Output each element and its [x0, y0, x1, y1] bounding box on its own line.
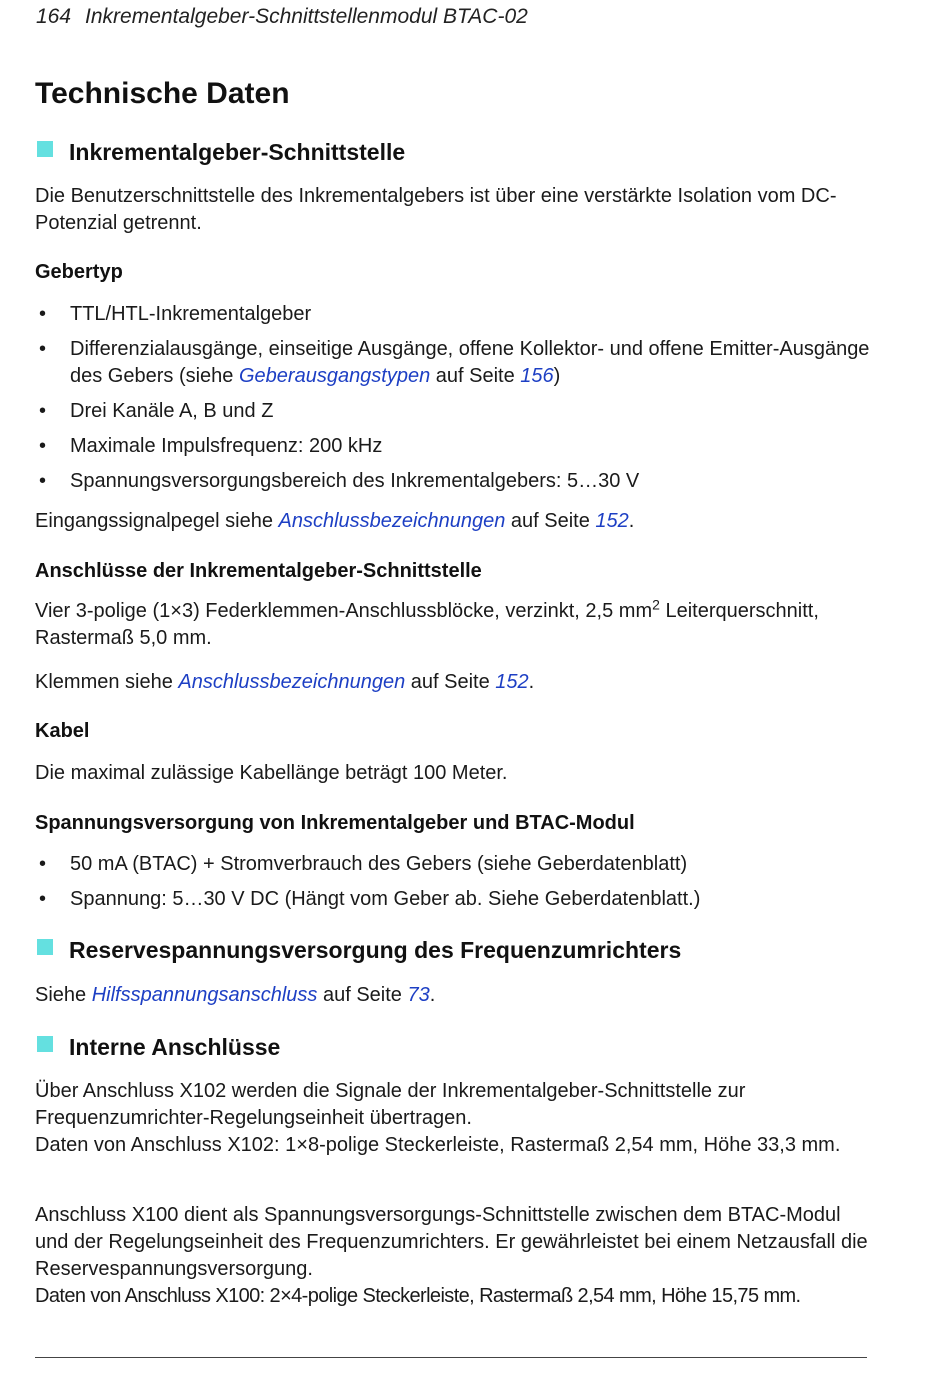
section-heading-text: Inkrementalgeber-Schnittstelle	[69, 139, 406, 165]
link-geberausgangstypen[interactable]: Geberausgangstypen	[238, 365, 431, 387]
section-heading-encoder-interface	[37, 139, 405, 166]
list-item: • Differenzialausgänge, einseitige Ausgänge, offene Kollektor- und offene Emitter-Ausgänge des Gebers (siehe Geberausgangstypen auf Seite 156)	[39, 338, 870, 387]
list-item: • Spannungsversorgungsbereich des Inkrementalgebers: 5…30 V	[39, 470, 640, 492]
section-heading-internal	[37, 1034, 280, 1061]
input-signal-paragraph: Eingangssignalpegel siehe Anschlussbezeichnungen auf Seite 152.	[35, 510, 635, 532]
terminals-paragraph: Klemmen siehe Anschlussbezeichnungen auf Seite 152.	[35, 671, 535, 693]
link-page-156[interactable]: 156	[520, 365, 554, 387]
list-item: • 50 mA (BTAC) + Stromverbrauch des Gebers (siehe Geberdatenblatt)	[39, 853, 688, 875]
subheading-cable: Kabel	[35, 720, 90, 742]
link-anschlussbezeichnungen[interactable]: Anschlussbezeichnungen	[278, 510, 506, 532]
subheading-supply: Spannungsversorgung von Inkrementalgeber und BTAC-Modul	[35, 812, 635, 834]
square-bullet-icon	[37, 1036, 53, 1052]
running-header	[36, 5, 528, 29]
link-hilfsspannungsanschluss[interactable]: Hilfsspannungsanschluss	[91, 984, 318, 1006]
document-title: Inkrementalgeber-Schnittstellenmodul BTAC-02	[85, 5, 528, 28]
footer-divider	[35, 1357, 867, 1358]
list-item: • Spannung: 5…30 V DC (Hängt vom Geber ab. Siehe Geberdatenblatt.)	[39, 888, 701, 910]
list-item: • Maximale Impulsfrequenz: 200 kHz	[39, 435, 383, 457]
subheading-connections: Anschlüsse der Inkrementalgeber-Schnittstelle	[35, 560, 482, 582]
gebertyp-list	[35, 301, 875, 503]
section-heading-backup	[37, 937, 681, 964]
connections-paragraph: Vier 3-polige (1×3) Federklemmen-Anschlussblöcke, verzinkt, 2,5 $mm^2$ Leiterquerschnitt, Rastermaß 5,0 mm.	[35, 596, 819, 649]
link-page-152[interactable]: 152	[495, 671, 529, 693]
link-anschlussbezeichnungen[interactable]: Anschlussbezeichnungen	[178, 671, 406, 693]
list-item: • TTL/HTL-Inkrementalgeber	[39, 303, 312, 325]
link-page-152[interactable]: 152	[595, 510, 629, 532]
internal-paragraph-1: Über Anschluss X102 werden die Signale der Inkrementalgeber-Schnittstelle zur Frequenzumrichter-Regelungseinheit übertragen. Daten von Anschluss X102: 1×8-polige Steckerleiste, Rastermaß 2,54 mm, Höhe 33,3 mm.	[35, 1080, 841, 1156]
cable-paragraph: Die maximal zulässige Kabellänge beträgt 100 Meter.	[35, 762, 508, 784]
subheading-gebertyp: Gebertyp	[35, 261, 123, 283]
square-bullet-icon	[37, 141, 53, 157]
square-bullet-icon	[37, 939, 53, 955]
encoder-intro-paragraph: Die Benutzerschnittstelle des Inkrementalgebers ist über eine verstärkte Isolation vom DC-Potenzial getrennt.	[35, 185, 837, 234]
supply-list	[35, 851, 875, 921]
page-number: 164	[36, 5, 72, 28]
page-title: Technische Daten	[35, 77, 290, 110]
link-page-73[interactable]: 73	[407, 984, 430, 1006]
list-item: • Drei Kanäle A, B und Z	[39, 400, 274, 422]
section-heading-text: Reservespannungsversorgung des Frequenzumrichters	[69, 937, 682, 963]
section-heading-text: Interne Anschlüsse	[69, 1034, 281, 1060]
backup-paragraph: Siehe Hilfsspannungsanschluss auf Seite 73.	[35, 984, 436, 1006]
internal-paragraph-2: Anschluss X100 dient als Spannungsversorgungs-Schnittstelle zwischen dem BTAC-Modul und der Regelungseinheit des Frequenzumrichters. Er gewährleistet bei einem Netzausfall die Reservespannungsversorgung. Daten von Anschluss X100: 2×4-polige Steckerleiste, Rastermaß 2,54 mm, Höhe 15,75 mm.	[35, 1204, 868, 1307]
